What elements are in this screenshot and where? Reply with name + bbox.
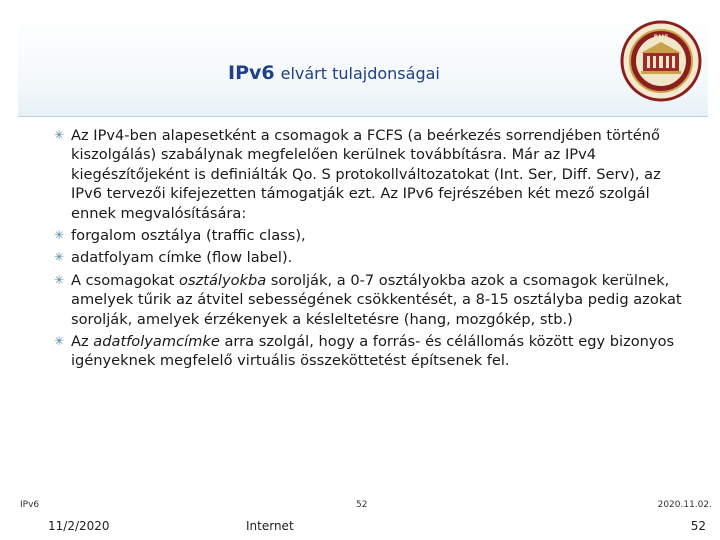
bullet-star-icon: ✳ [54, 272, 65, 287]
bullet-item [54, 271, 686, 329]
bullet-text: A csomagokat [71, 271, 180, 289]
footer-left-small: IPv6 [20, 500, 40, 510]
title-sub: elvárt tulajdonságai [280, 64, 440, 83]
bullet-text: adatfolyamcímke [93, 333, 220, 351]
bullet-star-icon: ✳ [54, 334, 65, 349]
bullet-star-icon: ✳ [54, 128, 65, 142]
footer-right-small: 2020.11.02. [657, 500, 712, 510]
bullet-text: adatfolyam címke (flow label). [71, 249, 293, 267]
bullet-star-icon: ✳ [54, 228, 65, 243]
footer-center: Internet [246, 519, 294, 533]
bullet-list [54, 126, 686, 371]
bullet-text: forgalom osztálya (traffic class), [71, 227, 306, 245]
bullet-text: Az [71, 333, 94, 351]
bullet-text: Az IPv4-ben alapesetként a csomagok a FCFS (a beérkezés sorrendjében történő kiszolgálás) szabálynak megfelelően kerülnek továbbításra. Már az IPv4 kiegészítőjeként is definiálták Qo. S protokollváltozatokat (Int. Ser, Diff. Serv), az IPv6 tervezői kifejezetten támogatják ezt. Az IPv6 fejrészében két mező szolgál ennek megvalósítására: [71, 127, 661, 222]
bullet-text: sorolják, a 0-7 osztályokba azok a csomagok kerülnek, amelyek tűrik az átvitel sebességének csökkentését, a 8-15 osztályba pedig azokat sorolják, amelyek érzékenyek a késleltetésre (hang, mozgókép, stb.) [71, 271, 682, 328]
footer-date: 11/2/2020 [48, 519, 110, 533]
slide-content [54, 126, 686, 374]
bullet-item [54, 126, 686, 223]
university-seal-logo [620, 20, 702, 102]
logo-top-text: BME [653, 34, 669, 41]
footer-center-small: 52 [356, 500, 368, 510]
bullet-item [54, 332, 686, 371]
bullet-text: arra szolgál, hogy a forrás- és célállomás között egy bizonyos igényeknek megfelelő virtuális összeköttetést építsenek fel. [71, 333, 675, 370]
bullet-item [54, 226, 686, 245]
title-main: IPv6 [228, 62, 275, 84]
footer-page-number: 52 [690, 519, 706, 533]
logo-bottom-text: 1782 [652, 80, 670, 87]
slide-title [228, 62, 440, 84]
bullet-item [54, 248, 686, 267]
bullet-text: osztályokba [179, 271, 267, 289]
bullet-star-icon: ✳ [54, 250, 65, 265]
